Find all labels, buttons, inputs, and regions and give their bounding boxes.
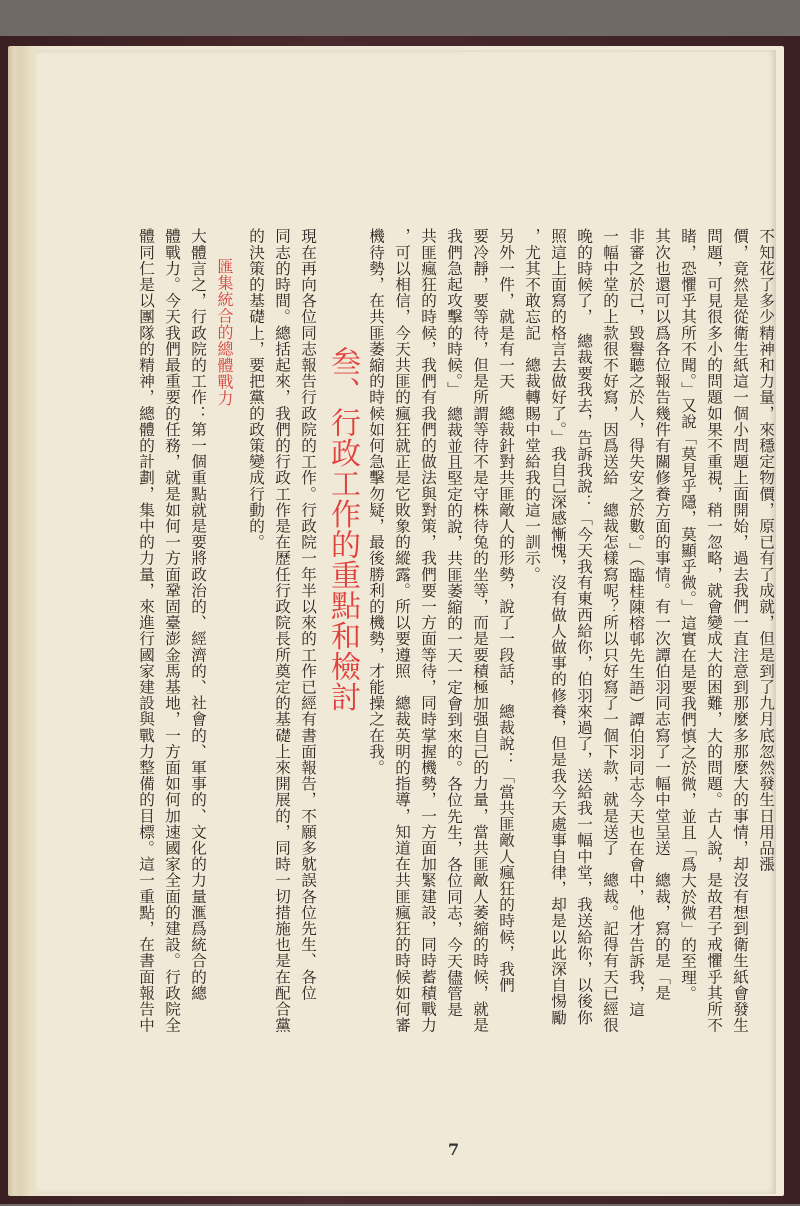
- text-column: 問題，可見很多小的問題如果不重視，稍一忽略，就會變成大的困難，大的問題。古人說，是故君子戒懼乎其所不: [705, 228, 723, 1033]
- text-column: 一幅中堂的上款很不好寫，因爲送給 總裁怎樣寫呢？所以只好寫了一個下款，就是送了 總裁。記得有天已經很: [601, 228, 619, 1033]
- book-page: [36, 50, 776, 1194]
- text-column: 同志的時間。總括起來，我們的行政工作是在歷任行政院長所奠定的基礎上來開展的，同時一切措施也是在配合黨: [273, 228, 291, 1033]
- text-column: 大體言之，行政院的工作：第一個重點就是要將政治的、經濟的、社會的、軍事的、文化的力量滙爲統合的總: [189, 228, 207, 1001]
- text-column: ，尤其不敢忘記 總裁轉賜中堂給我的這一訓示。: [523, 228, 541, 583]
- text-column: 照這上面寫的格言去做好了。」我自己深感慚愧，沒有做人做事的修養，但是我今天處事自律，却是以此深自惕勵: [549, 228, 567, 1026]
- text-column: ，可以相信，今天共匪的瘋狂就正是它敗象的縱露。所以要遵照 總裁英明的指導，知道在共匪瘋狂的時候如何審: [393, 228, 411, 1033]
- page-number: 7: [448, 1140, 460, 1159]
- text-column: 其次也還可以爲各位報告幾件有關修養方面的事情。有一次譚伯羽同志寫了一幅中堂呈送 總裁，寫的是「是: [653, 228, 671, 1001]
- text-column: 晚的時候了， 總裁要我去，告訴我說：「今天我有東西給你，伯羽來過了，送給我一幅中堂，我送給你，以後你: [575, 228, 593, 1026]
- subheading: 匯集統合的總體戰力: [215, 258, 234, 407]
- vertical-text-block: [137, 228, 776, 1088]
- text-column: 的決策的基礎上，要把黨的政策變成行動的。: [247, 228, 265, 550]
- text-column: 不知花了多少精神和力量，來穩定物價，原已有了成就，但是到了九月底忽然發生日用品漲: [757, 228, 775, 872]
- text-column: 非審之於己，毀譽聽之於人，得失安之於數。」（臨桂陳榕邨先生語）譚伯羽同志今天也在會中，他才告訴我，這: [627, 228, 645, 1018]
- text-column: 共匪瘋狂的時候，我們有我們的做法與對策，我們要一方面等待，同時掌握機勢，一方面加緊建設，同時蓄積戰力: [419, 228, 437, 1033]
- section-heading: 叁、行政工作的重點和檢討: [325, 346, 360, 712]
- text-column: 另外一件，就是有一天 總裁針對共匪敵人的形勢，說了一段話， 總裁說：「當共匪敵人瘋狂的時候，我們: [497, 228, 515, 993]
- text-column: 現在再向各位同志報告行政院的工作。行政院一年半以來的工作已經有書面報告，不願多躭誤各位先生、各位: [299, 228, 317, 1001]
- text-column: 體戰力。今天我們最重要的任務，就是如何一方面鞏固臺澎金馬基地，一方面如何加速國家全面的建設。行政院全: [163, 228, 181, 1033]
- text-column: 機待勢，在共匪萎縮的時候如何急擊勿疑，最後勝利的機勢，才能操之在我。: [367, 228, 385, 776]
- text-column: 睹，恐懼乎其所不聞。」又說「莫見乎隱，莫顯乎微。」這實在是要我們慎之於微，並且「爲大於微」的至理。: [679, 228, 697, 1002]
- text-column: 我們急起攻擊的時候。」 總裁並且堅定的說，共匪萎縮的一天一定會到來的。各位先生，各位同志，今天儘管是: [445, 228, 463, 1018]
- text-column: 價，竟然是從衛生紙這一個小問題上面開始，過去我們一直注意到那麼多那麼大的事情，却沒有想到衛生紙會發生: [731, 228, 749, 1033]
- text-column: 體同仁是以團隊的精神，總體的計劃，集中的力量，來進行國家建設與戰力整備的目標。這一重點，在書面報告中: [137, 228, 155, 1033]
- text-column: 要冷靜，要等待，但是所謂等待不是守株待兔的坐等，而是要積極加强自己的力量，當共匪敵人萎縮的時候，就是: [471, 228, 489, 1033]
